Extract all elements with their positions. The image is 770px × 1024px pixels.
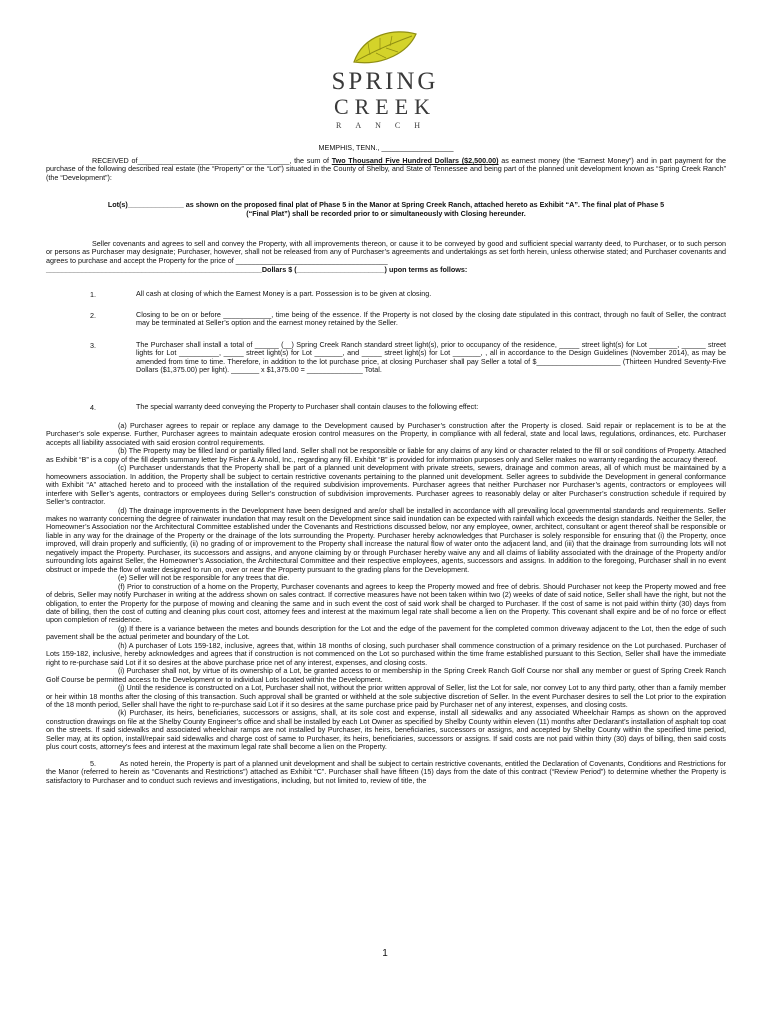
clause-c: (c) Purchaser understands that the Property shall be part of a planned unit development with private streets, sewers, drainage and common areas, all of which must be maintained by a homeowners association. In addition, the Property shall be subject to certain restrictive covenants pertaining to the planned unit development. Seller agrees to subdivide the Development in general conformance with Exhibit “A” attached hereto and to proceed with the installation of the required subdivision improvements. Purchaser agrees that neither Purchaser nor Purchaser’s agents, contractors or employees will interfere with Seller’s agents, contractors or employees during Seller’s construction of subdivision improvements. Purchaser agrees to reasonably delay or alter Purchaser’s construction schedule if required by Seller’s contractor. — [46, 463, 726, 507]
seller-paragraph — [46, 240, 726, 265]
clause-b: (b) The Property may be filled land or partially filled land. Seller shall not be responsible or liable for any claims of any kind or character related to the fill or soil conditions of Property. Attached as Exhibit “B” is a copy of the fill depth summary letter by Fisher & Arnold, Inc., regarding any fill. Exhibit “B” is provided for information purposes only and Seller makes no warranty regarding the accuracy thereof. — [46, 446, 726, 464]
item-text: The Purchaser shall install a total of ______ (__) Spring Creek Ranch standard street light(s), prior to occupancy of the residence, _____ street light(s) for Lot _______, ______ street lights for Lot __________, _____ street light(s) for Lot _______, and _____ street light(s) for Lot _______, , all in accordance to the Design Guidelines (November 2014), as may be amended from time to time. Therefore, in addition to the lot purchase price, at closing Purchaser shall pay Seller a total of $_____________________ (Thirteen Hundred Seventy-Five Dollars ($1,375.00) per light). _______ x $1,375.00 = ______________ Total. — [136, 340, 726, 375]
item-number: 3. — [90, 341, 96, 350]
spring-creek-ranch-logo — [300, 32, 470, 132]
item-text: All cash at closing of which the Earnest Money is a part. Possession is to be given at closing. — [136, 289, 432, 298]
clause-e: (e) Seller will not be responsible for any trees that die. — [118, 573, 290, 583]
earnest-amount: Two Thousand Five Hundred Dollars ($2,500.00) — [331, 156, 499, 165]
clause-d: (d) The drainage improvements in the Development have been designed and are/or shall be installed in accordance with all prevailing local governmental standards and requirements. Seller makes no warranty concerning the degree of rainwater inundation that may result on the Development since said inundation can be expected with rainfall which exceeds the design standards. Neither the Seller, the Homeowner’s Association nor the Architectural Committee established under the Covenants and Restrictions discussed below, nor any employee, owner, architect, consultant or agent thereof shall be responsible or liable in any way for the drainage of the Property or the drainage of the lots surrounding the Property. Purchaser hereby acknowledges that Purchaser is solely responsible for ensuring that (i) the Property, once improved, will drain properly and sufficiently, (ii) no grading of or improvement to the Property shall increase the natural flow of water onto the adjacent land, and (iii) that the drainage from surrounding lots will not negatively impact the Property. Purchaser, its successors and assigns, and anyone claiming by or through Purchaser hereby waive any and all claims of liability associated with the drainage of the Property and/or surrounding lots against Seller, the Homeowner’s Association, the Architectural Committee and their respective employees, agents, successors and assigns. In addition to the foregoing, Purchaser shall in no event obstruct or impede the flow of water designed to run on, over or near the Property pursuant to the grading plans for the Development. — [46, 505, 726, 574]
clause-a: (a) Purchaser agrees to repair or replace any damage to the Development caused by Purchaser’s construction after the Property is closed. Said repair or replacement is to be at the Purchaser’s sole expense. Further, Purchaser agrees to maintain adequate erosion control measures on the Property, in compliance with all federal, state and local laws, regulations, ordinances, etc. Purchaser accepts all liability associated with said erosion control requirements. — [46, 421, 726, 447]
received-label: RECEIVED of — [92, 156, 138, 165]
page-number: 1 — [382, 948, 388, 959]
lots-line-1: Lot(s)______________ as shown on the proposed final plat of Phase 5 in the Manor at Spring Creek Ranch, attached hereto as Exhibit “A”. The final plat of Phase 5 — [107, 200, 665, 209]
item-number: 4. — [90, 403, 96, 412]
logo-word-spring: SPRING — [331, 68, 439, 95]
item-5 — [46, 760, 726, 785]
clause-j: (j) Until the residence is constructed on a Lot, Purchaser shall not, without the prior written approval of Seller, list the Lot for sale, nor convey Lot to any third party, other than a family member or heir within 18 months after the closing of this transaction. Such approval shall be granted or withheld at the sole subjective discretion of Seller. In the event Purchaser desires to sell the Lot prior to the expiration of the 18 month period, Seller shall have the right to re-purchase said Lot if it so desires at the same purchase price paid by Purchaser net of any interest, expenses, and closing costs. — [46, 683, 726, 709]
clause-g: (g) If there is a variance between the metes and bounds description for the Lot and the edge of the pavement for the completed common driveway adjacent to the Lot, then the edge of such pavement shall be the actual perimeter and boundary of the Lot. — [46, 623, 726, 642]
clause-f: (f) Prior to construction of a home on the Property, Purchaser covenants and agrees to keep the Property mowed and free of debris. Should Purchaser not keep the Property mowed and free of debris, Seller may notify Purchaser in writing at the address shown on sales contract. If corrective measures have not been taken within two (2) weeks of date of said notice, Seller shall have the right, but not the obligation, to enter the Property for the purpose of mowing and cleaning the same and in such event the cost of said work shall be charged to Purchaser. If the cost of same is not paid within thirty (30) days from date of billing, then the cost of cutting and cleaning plus court cost, attorney fees and interest at the maximum legal rate shall become a lien on the Property. This covenant shall expire and be of no force or effect upon completion of residence. — [46, 581, 726, 625]
item-number: 2. — [90, 311, 96, 320]
clause-list — [46, 422, 726, 785]
location-line: MEMPHIS, TENN., __________________ — [318, 143, 454, 152]
logo-word-ranch: RANCH — [335, 121, 434, 130]
received-blank: ______________________________________ — [137, 156, 290, 165]
item-text: The special warranty deed conveying the Property to Purchaser shall contain clauses to the following effect: — [136, 402, 479, 411]
received-mid: , the sum of — [289, 156, 332, 165]
clause-h: (h) A purchaser of Lots 159-182, inclusive, agrees that, within 18 months of closing, such purchaser shall commence construction of a primary residence on the Lot purchased. Purchaser of Lots 159-182, inclusive, hereby acknowledges and agrees that if construction is not commenced on the Lot so purchased within the time frame established pursuant to this Section, Seller shall have the immediate right to re-purchase said Lot if it so desires at the above purchase price net of any interest, expenses, and closing costs. — [46, 640, 726, 667]
leaf-icon — [350, 28, 420, 68]
item-number: 5. — [90, 758, 96, 768]
clause-k: (k) Purchaser, its heirs, beneficiaries, successors or assigns, shall, at its sole cost and expense, install all sidewalks and any associated Wheelchair Ramps as shown on the approved construction drawings on file at the Shelby County Engineer’s office and shall be installed by each Lot Owner as specified by Shelby County within eleven (11) months after Declarant’s installation of asphalt top coat on the streets. If said sidewalks and associated wheelchair ramps are not installed by Purchaser, its heirs, beneficiaries, successors or assigns, and accepted by Shelby County within the specified time period, Seller may, at its option, install/repair said sidewalks and charge cost of same to Purchaser, its heirs, beneficiaries, successors or assigns. If said costs are not paid within thirty (30) days of billing, then said costs plus court costs, attorney’s fees and interest at the maximum legal rate shall become a lien on the Property. — [46, 708, 726, 752]
item-text: Closing to be on or before ____________, time being of the essence. If the Property is not closed by the closing date stipulated in this contract, through no fault of Seller, the contract may be terminated at Seller’s option and the earnest money retained by the Seller. — [136, 310, 726, 328]
lots-line-2: (“Final Plat”) shall be recorded prior to or simultaneously with Closing hereunder. — [246, 209, 526, 218]
dollars-line: ______________________________________________________Dollars $ (______________________) upon terms as follows: — [46, 265, 468, 274]
item-number: 1. — [90, 290, 96, 299]
seller-text: Seller covenants and agrees to sell and convey the Property, with all improvements thereon, or cause it to be conveyed by good and sufficient special warranty deed, to Purchaser, or to such person or persons as Purchaser may designate; Purchaser, however, shall not be released from any of Purchaser’s agreements and undertakings as set forth herein, unless otherwise stated; and Purchaser covenants and agrees to purchase and accept the Property for the price of ______________________________________ — [46, 239, 726, 265]
received-rest: as earnest money (the “Earnest Money”) and in part payment for the purchase of the following described real estate (the “Property” or the “Lot”) situated in the County of Shelby, and State of Tennessee and being part of the planned unit development known as “Spring Creek Ranch” (the “Development”): — [46, 156, 726, 182]
clause-i: (i) Purchaser shall not, by virtue of its ownership of a Lot, be granted access to or membership in the Spring Creek Ranch Golf Course nor shall any member or guest of Spring Creek Ranch Golf Course be permitted access to the Development or to individual Lots located within the Development. — [46, 666, 726, 684]
logo-word-creek: CREEK — [333, 94, 437, 119]
item-text: As noted herein, the Property is part of a planned unit development and shall be subject to certain restrictive covenants, entitled the Declaration of Covenants, Conditions and Restrictions for the Manor (referred to herein as “Covenants and Restrictions”) attached as Exhibit “C”. Purchaser shall have fifteen (15) days from the date of this contract (“Review Period”) to determine whether the Property is satisfactory to Purchaser and to conduct such reviews and investigations, including, but not limited to, review of title, the — [46, 758, 727, 785]
received-paragraph — [46, 157, 726, 182]
